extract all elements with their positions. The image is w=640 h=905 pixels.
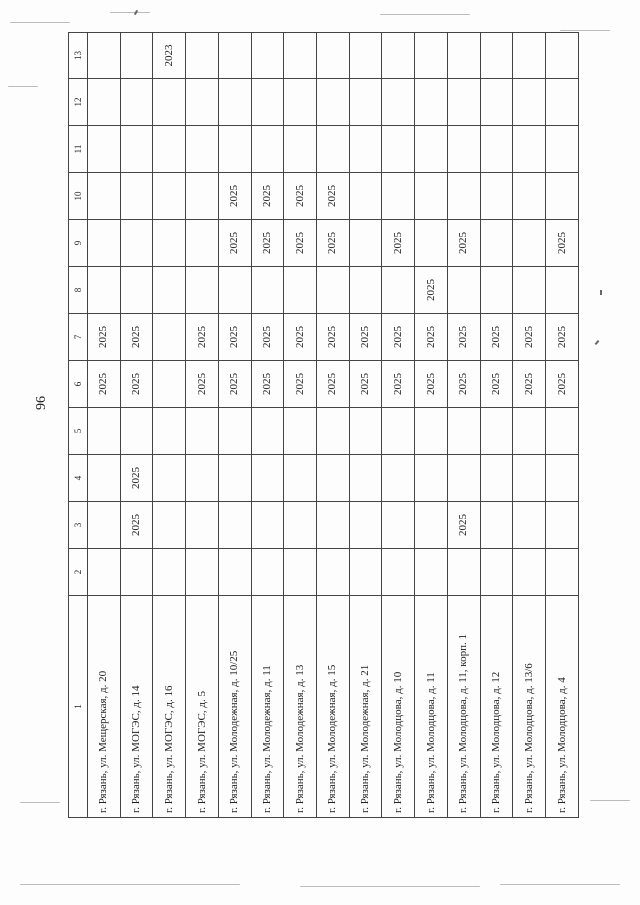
year-cell-c10 <box>153 173 186 220</box>
year-cell-c4 <box>186 455 219 502</box>
table-row <box>153 33 186 818</box>
year-cell-c6: 2025 <box>88 361 121 408</box>
address-cell: г. Рязань, ул. МОГЭС, д. 5 <box>186 596 219 818</box>
year-cell-c8 <box>120 267 153 314</box>
address-cell: г. Рязань, ул. МОГЭС, д. 16 <box>153 596 186 818</box>
year-cell-c2 <box>153 549 186 596</box>
year-cell-c9: 2025 <box>382 220 415 267</box>
year-cell-c10 <box>349 173 382 220</box>
table-row <box>349 33 382 818</box>
year-cell-c9 <box>88 220 121 267</box>
year-cell-c8 <box>218 267 251 314</box>
year-cell-c4 <box>251 455 284 502</box>
year-cell-c10 <box>88 173 121 220</box>
year-cell-c11 <box>447 126 480 173</box>
year-cell-c3 <box>349 502 382 549</box>
year-cell-c11 <box>317 126 350 173</box>
year-cell-c7: 2025 <box>447 314 480 361</box>
year-cell-c11 <box>251 126 284 173</box>
year-cell-c12 <box>120 79 153 126</box>
year-cell-c10: 2025 <box>251 173 284 220</box>
address-cell: г. Рязань, ул. Молодцова, д. 11, корп. 1 <box>447 596 480 818</box>
column-header: 12 <box>69 79 88 126</box>
year-cell-c7 <box>153 314 186 361</box>
year-cell-c6: 2025 <box>120 361 153 408</box>
year-cell-c2 <box>317 549 350 596</box>
year-cell-c7: 2025 <box>546 314 579 361</box>
table-row <box>546 33 579 818</box>
year-cell-c12 <box>415 79 448 126</box>
year-cell-c8 <box>153 267 186 314</box>
address-cell: г. Рязань, ул. Молодежная, д. 21 <box>349 596 382 818</box>
table-header-row <box>69 33 88 818</box>
year-cell-c2 <box>546 549 579 596</box>
year-cell-c4 <box>349 455 382 502</box>
address-cell: г. Рязань, ул. Молодцова, д. 10 <box>382 596 415 818</box>
year-cell-c7: 2025 <box>120 314 153 361</box>
year-cell-c5 <box>88 408 121 455</box>
year-cell-c7: 2025 <box>218 314 251 361</box>
address-cell: г. Рязань, ул. Молодцова, д. 11 <box>415 596 448 818</box>
year-cell-c4 <box>284 455 317 502</box>
year-cell-c12 <box>88 79 121 126</box>
year-cell-c13 <box>546 33 579 79</box>
year-cell-c11 <box>153 126 186 173</box>
table-body <box>88 33 579 818</box>
year-cell-c12 <box>480 79 513 126</box>
year-cell-c7: 2025 <box>513 314 546 361</box>
year-cell-c10 <box>415 173 448 220</box>
column-header: 9 <box>69 220 88 267</box>
year-cell-c9 <box>349 220 382 267</box>
year-cell-c13 <box>382 33 415 79</box>
column-header: 4 <box>69 455 88 502</box>
column-header: 6 <box>69 361 88 408</box>
column-header: 10 <box>69 173 88 220</box>
year-cell-c3 <box>153 502 186 549</box>
year-cell-c8 <box>382 267 415 314</box>
year-cell-c9: 2025 <box>218 220 251 267</box>
schedule-table <box>68 32 579 818</box>
table-row <box>120 33 153 818</box>
column-header: 5 <box>69 408 88 455</box>
year-cell-c4 <box>546 455 579 502</box>
year-cell-c2 <box>218 549 251 596</box>
year-cell-c13 <box>317 33 350 79</box>
year-cell-c8 <box>480 267 513 314</box>
year-cell-c9: 2025 <box>317 220 350 267</box>
year-cell-c6: 2025 <box>251 361 284 408</box>
year-cell-c5 <box>251 408 284 455</box>
year-cell-c10 <box>447 173 480 220</box>
year-cell-c13 <box>88 33 121 79</box>
year-cell-c4 <box>218 455 251 502</box>
year-cell-c3 <box>513 502 546 549</box>
year-cell-c8 <box>284 267 317 314</box>
year-cell-c6: 2025 <box>186 361 219 408</box>
year-cell-c13 <box>218 33 251 79</box>
year-cell-c11 <box>218 126 251 173</box>
year-cell-c5 <box>546 408 579 455</box>
address-cell: г. Рязань, ул. Молодцова, д. 12 <box>480 596 513 818</box>
year-cell-c11 <box>513 126 546 173</box>
year-cell-c2 <box>120 549 153 596</box>
address-cell: г. Рязань, ул. МОГЭС, д. 14 <box>120 596 153 818</box>
year-cell-c2 <box>88 549 121 596</box>
year-cell-c3 <box>382 502 415 549</box>
scan-noise <box>560 30 610 31</box>
column-header: 7 <box>69 314 88 361</box>
year-cell-c11 <box>186 126 219 173</box>
year-cell-c8 <box>546 267 579 314</box>
scan-noise <box>20 802 60 803</box>
year-cell-c9: 2025 <box>546 220 579 267</box>
page-number: 96 <box>34 396 49 410</box>
year-cell-c7: 2025 <box>349 314 382 361</box>
year-cell-c11 <box>546 126 579 173</box>
year-cell-c9 <box>513 220 546 267</box>
year-cell-c3 <box>546 502 579 549</box>
year-cell-c11 <box>120 126 153 173</box>
year-cell-c3 <box>284 502 317 549</box>
year-cell-c10: 2025 <box>218 173 251 220</box>
year-cell-c3 <box>251 502 284 549</box>
year-cell-c12 <box>447 79 480 126</box>
year-cell-c6: 2025 <box>513 361 546 408</box>
year-cell-c5 <box>317 408 350 455</box>
year-cell-c13 <box>480 33 513 79</box>
year-cell-c5 <box>153 408 186 455</box>
year-cell-c2 <box>186 549 219 596</box>
year-cell-c9 <box>153 220 186 267</box>
year-cell-c9: 2025 <box>447 220 480 267</box>
year-cell-c12 <box>546 79 579 126</box>
scan-noise <box>8 86 38 87</box>
year-cell-c8 <box>349 267 382 314</box>
year-cell-c5 <box>284 408 317 455</box>
table-row <box>218 33 251 818</box>
scan-noise <box>300 886 480 887</box>
year-cell-c3 <box>218 502 251 549</box>
year-cell-c10 <box>546 173 579 220</box>
year-cell-c3 <box>415 502 448 549</box>
year-cell-c7: 2025 <box>251 314 284 361</box>
table-row <box>382 33 415 818</box>
year-cell-c6: 2025 <box>546 361 579 408</box>
year-cell-c12 <box>218 79 251 126</box>
year-cell-c3 <box>186 502 219 549</box>
year-cell-c7: 2025 <box>480 314 513 361</box>
year-cell-c2 <box>513 549 546 596</box>
address-cell: г. Рязань, ул. Мещерская, д. 20 <box>88 596 121 818</box>
year-cell-c5 <box>349 408 382 455</box>
year-cell-c7: 2025 <box>88 314 121 361</box>
year-cell-c4 <box>480 455 513 502</box>
scan-noise <box>500 884 620 885</box>
year-cell-c7: 2025 <box>415 314 448 361</box>
table-row <box>186 33 219 818</box>
year-cell-c6 <box>153 361 186 408</box>
year-cell-c6: 2025 <box>382 361 415 408</box>
year-cell-c8 <box>447 267 480 314</box>
year-cell-c3 <box>317 502 350 549</box>
year-cell-c12 <box>251 79 284 126</box>
year-cell-c7: 2025 <box>186 314 219 361</box>
year-cell-c12 <box>382 79 415 126</box>
year-cell-c12 <box>153 79 186 126</box>
year-cell-c2 <box>284 549 317 596</box>
year-cell-c4 <box>88 455 121 502</box>
table-row <box>415 33 448 818</box>
year-cell-c11 <box>349 126 382 173</box>
year-cell-c12 <box>349 79 382 126</box>
year-cell-c13 <box>120 33 153 79</box>
year-cell-c2 <box>480 549 513 596</box>
year-cell-c4 <box>153 455 186 502</box>
year-cell-c9 <box>186 220 219 267</box>
year-cell-c12 <box>186 79 219 126</box>
year-cell-c6: 2025 <box>317 361 350 408</box>
year-cell-c6: 2025 <box>415 361 448 408</box>
year-cell-c8 <box>513 267 546 314</box>
year-cell-c9 <box>415 220 448 267</box>
scan-noise <box>380 14 470 15</box>
column-header: 13 <box>69 33 88 79</box>
year-cell-c11 <box>382 126 415 173</box>
column-header: 2 <box>69 549 88 596</box>
scan-noise <box>20 884 240 885</box>
address-cell: г. Рязань, ул. Молодежная, д. 15 <box>317 596 350 818</box>
address-cell: г. Рязань, ул. Молодцова, д. 13/6 <box>513 596 546 818</box>
year-cell-c5 <box>120 408 153 455</box>
year-cell-c4 <box>317 455 350 502</box>
year-cell-c11 <box>415 126 448 173</box>
year-cell-c12 <box>284 79 317 126</box>
table-row <box>251 33 284 818</box>
table-row <box>480 33 513 818</box>
address-cell: г. Рязань, ул. Молодежная, д. 10/25 <box>218 596 251 818</box>
year-cell-c5 <box>382 408 415 455</box>
year-cell-c5 <box>218 408 251 455</box>
year-cell-c3 <box>480 502 513 549</box>
year-cell-c4: 2025 <box>120 455 153 502</box>
year-cell-c13: 2023 <box>153 33 186 79</box>
year-cell-c7: 2025 <box>284 314 317 361</box>
year-cell-c13 <box>415 33 448 79</box>
year-cell-c5 <box>415 408 448 455</box>
year-cell-c13 <box>447 33 480 79</box>
year-cell-c10 <box>382 173 415 220</box>
year-cell-c11 <box>284 126 317 173</box>
year-cell-c11 <box>88 126 121 173</box>
year-cell-c3 <box>88 502 121 549</box>
address-cell: г. Рязань, ул. Молодцова, д. 4 <box>546 596 579 818</box>
year-cell-c2 <box>251 549 284 596</box>
year-cell-c10 <box>186 173 219 220</box>
scan-noise <box>110 12 150 13</box>
table-row <box>513 33 546 818</box>
year-cell-c13 <box>284 33 317 79</box>
year-cell-c8 <box>186 267 219 314</box>
year-cell-c10: 2025 <box>317 173 350 220</box>
scan-mark <box>600 290 602 295</box>
year-cell-c3: 2025 <box>120 502 153 549</box>
year-cell-c13 <box>513 33 546 79</box>
year-cell-c8 <box>88 267 121 314</box>
column-header: 3 <box>69 502 88 549</box>
scan-mark <box>595 340 600 345</box>
table-row <box>284 33 317 818</box>
year-cell-c8: 2025 <box>415 267 448 314</box>
year-cell-c13 <box>349 33 382 79</box>
year-cell-c3: 2025 <box>447 502 480 549</box>
year-cell-c9 <box>480 220 513 267</box>
year-cell-c10: 2025 <box>284 173 317 220</box>
year-cell-c5 <box>186 408 219 455</box>
year-cell-c2 <box>415 549 448 596</box>
table-row <box>317 33 350 818</box>
year-cell-c5 <box>480 408 513 455</box>
year-cell-c6: 2025 <box>349 361 382 408</box>
year-cell-c5 <box>513 408 546 455</box>
table-row <box>447 33 480 818</box>
year-cell-c13 <box>251 33 284 79</box>
column-header: 1 <box>69 596 88 818</box>
year-cell-c13 <box>186 33 219 79</box>
column-header: 11 <box>69 126 88 173</box>
year-cell-c9 <box>120 220 153 267</box>
scan-noise <box>590 800 630 801</box>
address-cell: г. Рязань, ул. Молодежная, д. 11 <box>251 596 284 818</box>
table-row <box>88 33 121 818</box>
scan-noise <box>10 22 70 23</box>
year-cell-c6: 2025 <box>284 361 317 408</box>
year-cell-c12 <box>317 79 350 126</box>
year-cell-c4 <box>415 455 448 502</box>
year-cell-c5 <box>447 408 480 455</box>
year-cell-c2 <box>349 549 382 596</box>
year-cell-c8 <box>317 267 350 314</box>
address-cell: г. Рязань, ул. Молодежная, д. 13 <box>284 596 317 818</box>
rotated-table-wrapper <box>68 35 579 818</box>
year-cell-c4 <box>513 455 546 502</box>
year-cell-c4 <box>382 455 415 502</box>
year-cell-c8 <box>251 267 284 314</box>
year-cell-c9: 2025 <box>284 220 317 267</box>
year-cell-c7: 2025 <box>382 314 415 361</box>
year-cell-c4 <box>447 455 480 502</box>
year-cell-c10 <box>120 173 153 220</box>
year-cell-c9: 2025 <box>251 220 284 267</box>
column-header: 8 <box>69 267 88 314</box>
year-cell-c6: 2025 <box>480 361 513 408</box>
year-cell-c10 <box>480 173 513 220</box>
year-cell-c10 <box>513 173 546 220</box>
year-cell-c6: 2025 <box>218 361 251 408</box>
year-cell-c6: 2025 <box>447 361 480 408</box>
year-cell-c2 <box>382 549 415 596</box>
year-cell-c2 <box>447 549 480 596</box>
year-cell-c7: 2025 <box>317 314 350 361</box>
year-cell-c11 <box>480 126 513 173</box>
year-cell-c12 <box>513 79 546 126</box>
